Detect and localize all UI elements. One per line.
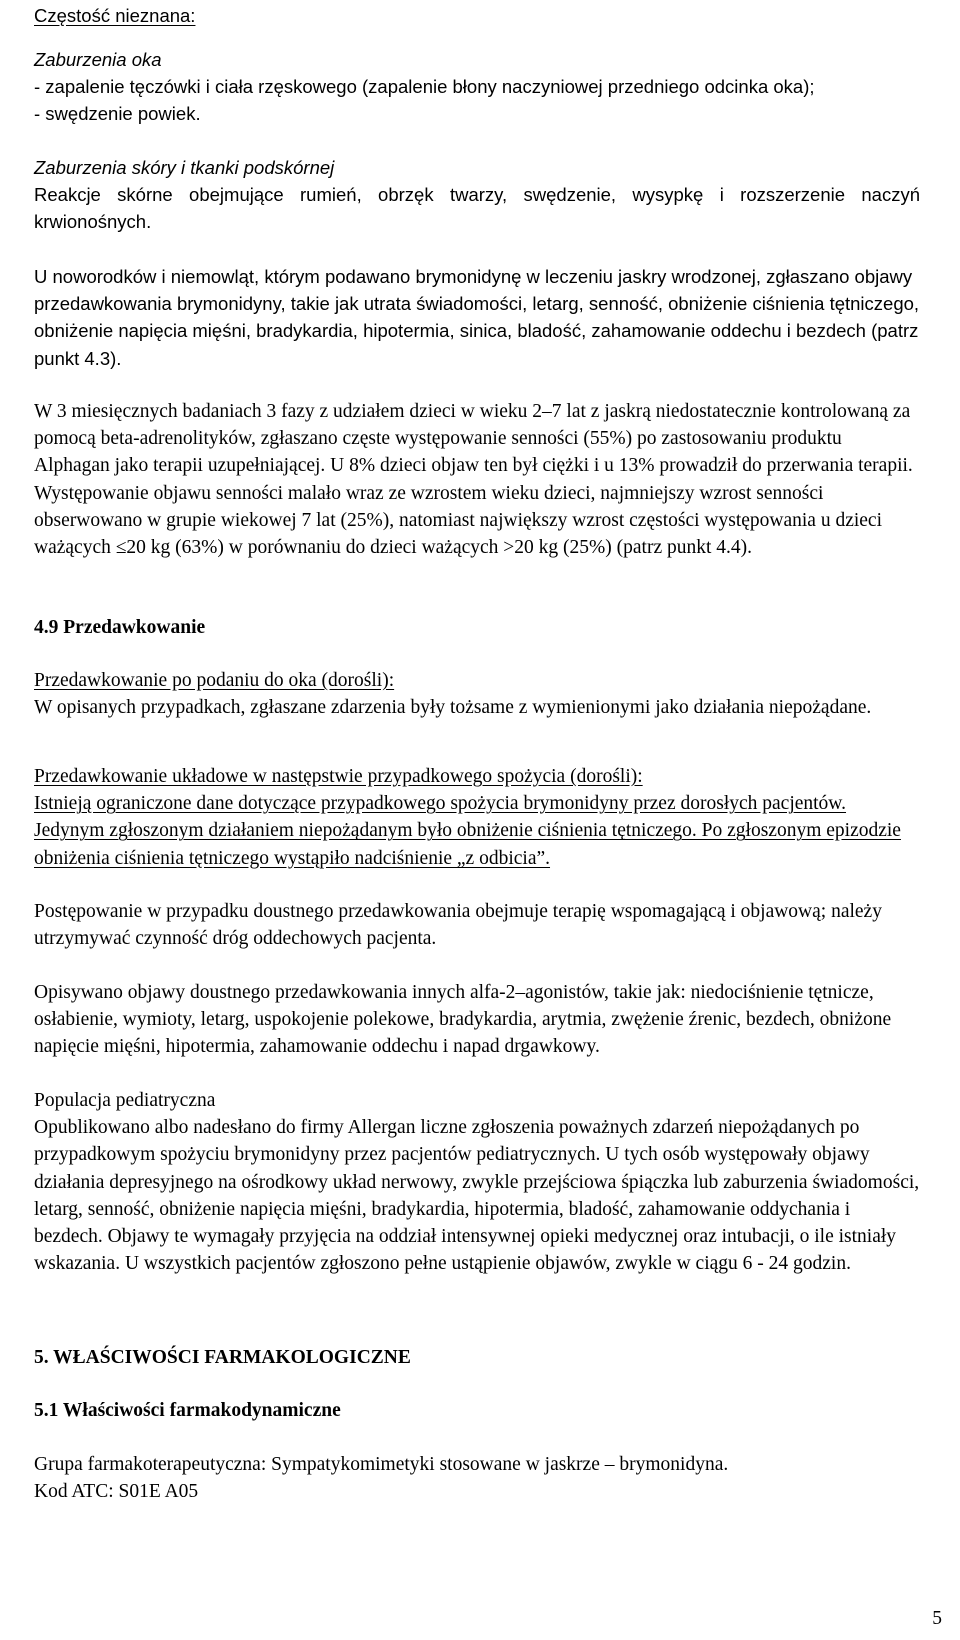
section5-1-heading: 5.1 Właściwości farmakodynamiczne [34,1400,341,1421]
page-number: 5 [932,1608,942,1629]
alpha2-agonists-paragraph: Opisywano objawy doustnego przedawkowania innych alfa-2–agonistów, takie jak: niedociśnienie tętnicze, osłabienie, wymioty, letarg, uspokojenie polekowe, bradykardia, arytmia, zwężenie źrenic, bezdech, obniżone napięcie mięśni, hipotermia, zahamowanie oddechu i napad drgawkowy. [34,982,892,1058]
skin-disorders-heading: Zaburzenia skóry i tkanki podskórnej [34,157,335,178]
eye-overdose-text: W opisanych przypadkach, zgłaszane zdarzenia były tożsame z wymienionymi jako działania niepożądane. [34,697,872,719]
skin-disorders-block [34,154,920,236]
eye-disorders-heading: Zaburzenia oka [34,49,162,70]
eye-disorder-item-1: - zapalenie tęczówki i ciała rzęskowego (zapalenie błony naczyniowej przedniego odcinka oka); [34,76,815,98]
systemic-overdose-block [34,763,920,872]
pharmacotherapeutic-group: Grupa farmakoterapeutyczna: Sympatykomimetyki stosowane w jaskrze – brymonidyna. [34,1454,729,1475]
atc-code: Kod ATC: S01E A05 [34,1481,199,1503]
classification-block [34,1451,920,1505]
unknown-frequency-heading: Częstość nieznana: [34,5,196,26]
newborns-paragraph: U noworodków i niemowląt, którym podawano brymonidynę w leczeniu jaskry wrodzonej, zgłaszano objawy przedawkowania brymonidyny, takie jak utrata świadomości, letarg, senność, obniżenie ciśnienia tętniczego, obniżenie napięcia mięśni, bradykardia, hipotermia, sinica, bladość, zahamowanie oddechu i bezdech (patrz punkt 4.3). [34,266,920,369]
eye-disorders-block [34,46,920,128]
eye-disorder-item-2: - swędzenie powiek. [34,103,201,125]
systemic-overdose-heading: Przedawkowanie układowe w następstwie przypadkowego spożycia (dorośli): [34,766,643,787]
pediatric-text: Opublikowano albo nadesłano do firmy Allergan liczne zgłoszenia poważnych zdarzeń niepożądanych po przypadkowym spożyciu brymonidyny przez pacjentów pediatrycznych. U tych osób występowały objawy działania depresyjnego na ośrodkowy układ nerwowy, zwykle przejściowa śpiączka lub zaburzenia świadomości, letarg, senność, obniżenie napięcia mięśni, bradykardia, hipotermia, bladość, zahamowanie oddychania i bezdech. Objawy te wymagały przyjęcia na oddział intensywnej opieki medycznej oraz intubacji, o ile istniały wskazania. U wszystkich pacjentów zgłoszono pełne ustąpienie objawów, zwykle w ciągu 6 - 24 godzin. [34,1117,920,1275]
eye-overdose-block [34,667,920,721]
section5-heading: 5. WŁAŚCIWOŚCI FARMAKOLOGICZNE [34,1347,411,1368]
eye-overdose-heading: Przedawkowanie po podaniu do oka (dorośli): [34,670,395,691]
pediatric-heading: Populacja pediatryczna [34,1090,216,1111]
overdose-management-paragraph: Postępowanie w przypadku doustnego przedawkowania obejmuje terapię wspomagającą i objawową; należy utrzymywać czynność dróg oddechowych pacjenta. [34,901,882,950]
overdose-section-heading: 4.9 Przedawkowanie [34,617,206,638]
systemic-overdose-text: Istnieją ograniczone dane dotyczące przypadkowego spożycia brymonidyny przez dorosłych pacjentów. Jedynym zgłoszonym działaniem niepożądanym było obniżenie ciśnienia tętniczego. Po zgłoszonym epizodzie obniżenia ciśnienia tętniczego wystąpiło nadciśnienie „z odbicia”. [34,793,901,869]
pediatric-block [34,1087,920,1277]
phase3-paragraph: W 3 miesięcznych badaniach 3 fazy z udziałem dzieci w wieku 2–7 lat z jaskrą niedostatecznie kontrolowaną za pomocą beta-adrenolityków, zgłaszano częste występowanie senności (55%) po zastosowaniu produktu Alphagan jako terapii uzupełniającej. U 8% dzieci objaw ten był ciężki i u 13% prowadził do przerwania terapii. Występowanie objawu senności malało wraz ze wzrostem wieku dzieci, najmniejszy wzrost senności obserwowano w grupie wiekowej 7 lat (25%), natomiast największy wzrost częstości występowania u dzieci ważących ≤20 kg (63%) w porównaniu do dzieci ważących >20 kg (25%) (patrz punkt 4.4). [34,401,913,559]
skin-disorders-text: Reakcje skórne obejmujące rumień, obrzęk twarzy, swędzenie, wysypkę i rozszerzenie naczyń krwionośnych. [34,184,920,233]
